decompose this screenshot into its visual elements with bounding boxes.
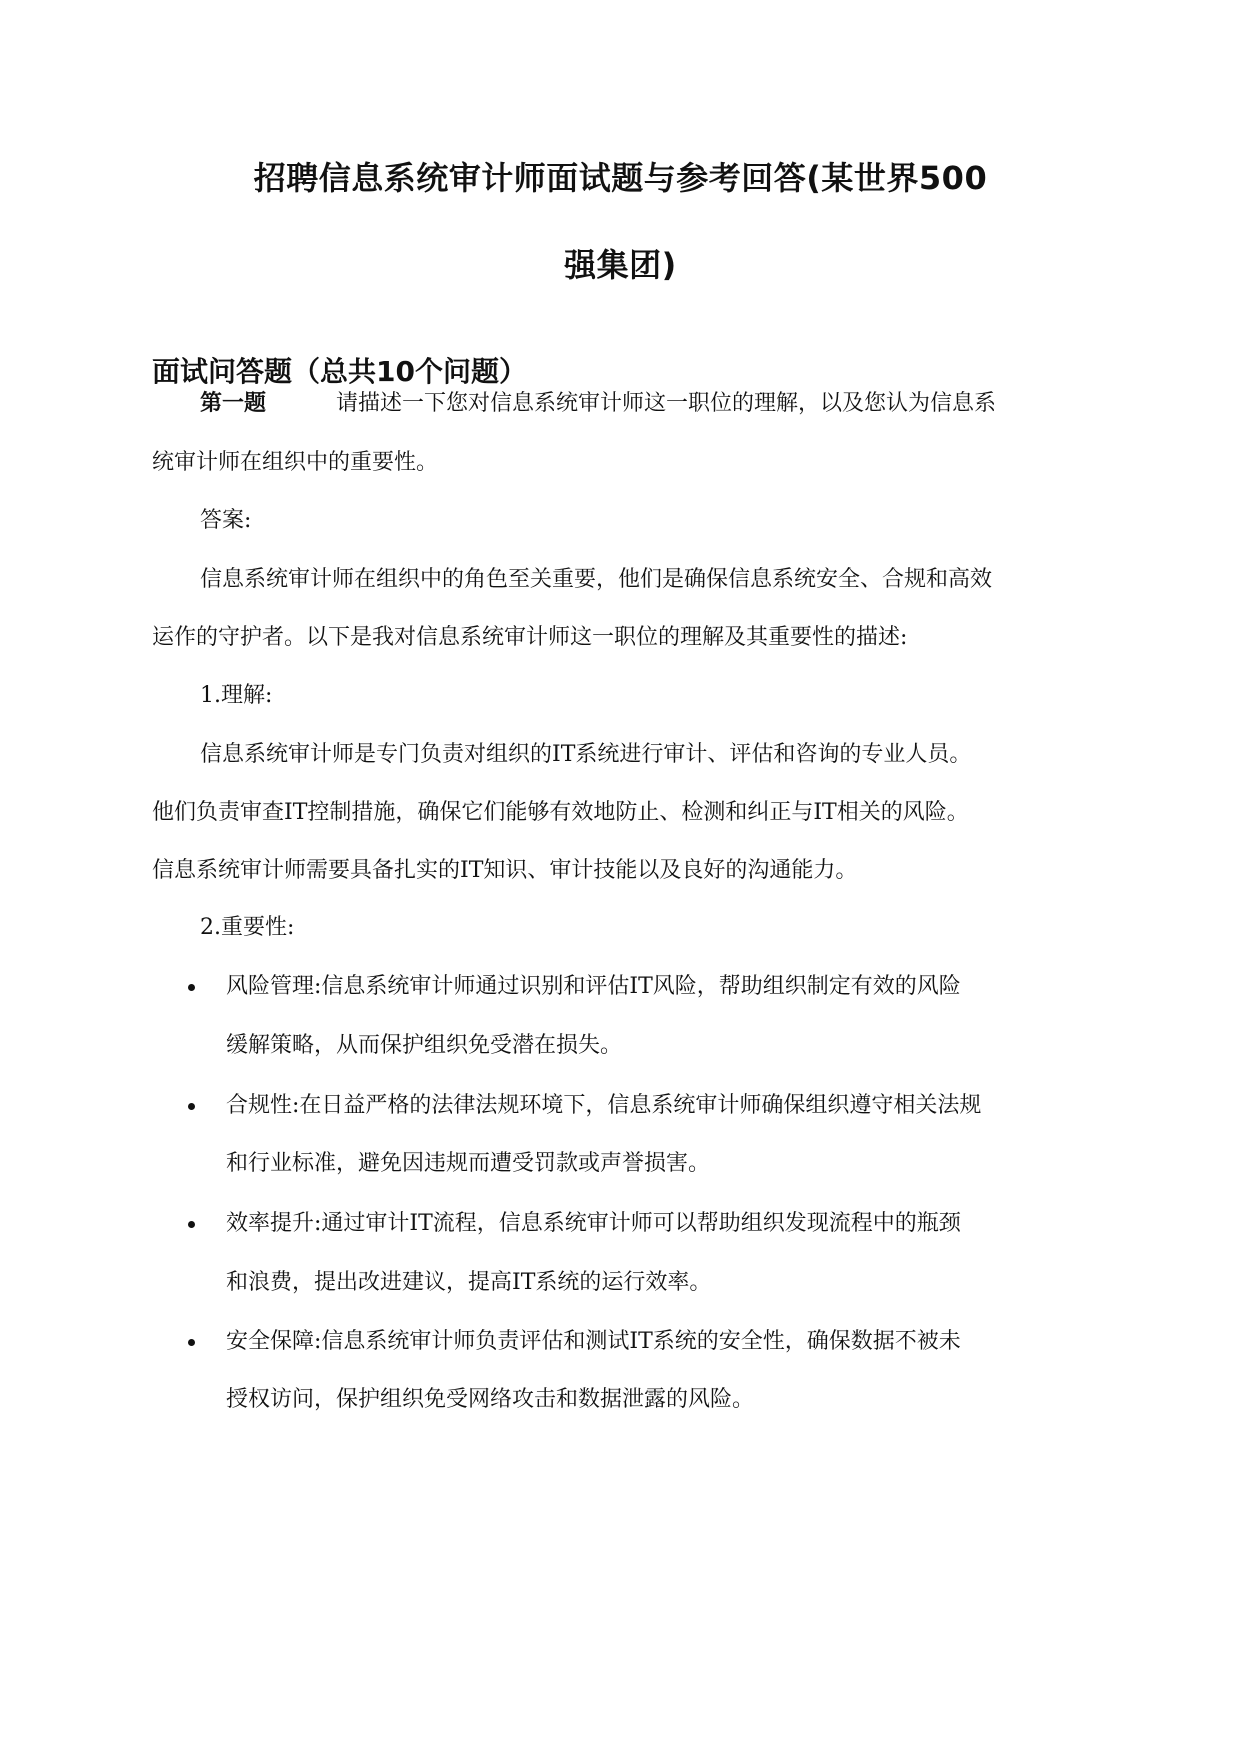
bullet-3-line-1: 效率提升:通过审计IT流程，信息系统审计师可以帮助组织发现流程中的瓶颈 <box>226 1211 961 1236</box>
bullet-marker <box>188 1103 195 1110</box>
intro-line-2: 运作的守护者。以下是我对信息系统审计师这一职位的理解及其重要性的描述: <box>152 625 908 650</box>
bullet-marker <box>188 1221 195 1228</box>
bullet-1-line-2: 缓解策略，从而保护组织免受潜在损失。 <box>226 1033 623 1058</box>
understanding-line-2: 他们负责审查IT控制措施，确保它们能够有效地防止、检测和纠正与IT相关的风险。 <box>152 800 969 825</box>
bullet-3-line-2: 和浪费，提出改进建议，提高IT系统的运行效率。 <box>226 1270 712 1295</box>
bullet-1-line-1: 风险管理:信息系统审计师通过识别和评估IT风险，帮助组织制定有效的风险 <box>226 974 961 999</box>
understanding-line-1: 信息系统审计师是专门负责对组织的IT系统进行审计、评估和咨询的专业人员。 <box>200 742 972 767</box>
bullet-4-line-1: 安全保障:信息系统审计师负责评估和测试IT系统的安全性，确保数据不被未 <box>226 1329 961 1354</box>
understanding-line-3: 信息系统审计师需要具备扎实的IT知识、审计技能以及良好的沟通能力。 <box>152 858 858 883</box>
bullet-marker <box>188 1339 195 1346</box>
question-label: 第一题 <box>200 391 267 416</box>
importance-heading: 2.重要性: <box>200 915 295 940</box>
question-line-1 <box>200 393 996 415</box>
intro-line-1: 信息系统审计师在组织中的角色至关重要，他们是确保信息系统安全、合规和高效 <box>200 567 993 592</box>
bullet-2-line-1: 合规性:在日益严格的法律法规环境下，信息系统审计师确保组织遵守相关法规 <box>226 1093 982 1118</box>
document-title-line-1: 招聘信息系统审计师面试题与参考回答(某世界500 <box>253 159 988 197</box>
section-heading: 面试问答题（总共10个问题） <box>152 355 527 388</box>
answer-label: 答案: <box>200 508 252 533</box>
document-title-line-2: 强集团) <box>564 246 677 284</box>
bullet-marker <box>188 984 195 991</box>
bullet-4-line-2: 授权访问，保护组织免受网络攻击和数据泄露的风险。 <box>226 1387 755 1412</box>
bullet-2-line-2: 和行业标准，避免因违规而遭受罚款或声誉损害。 <box>226 1151 711 1176</box>
question-line-2: 统审计师在组织中的重要性。 <box>152 450 439 475</box>
question-text: 请描述一下您对信息系统审计师这一职位的理解，以及您认为信息系 <box>336 391 997 416</box>
understanding-heading: 1.理解: <box>200 683 273 708</box>
